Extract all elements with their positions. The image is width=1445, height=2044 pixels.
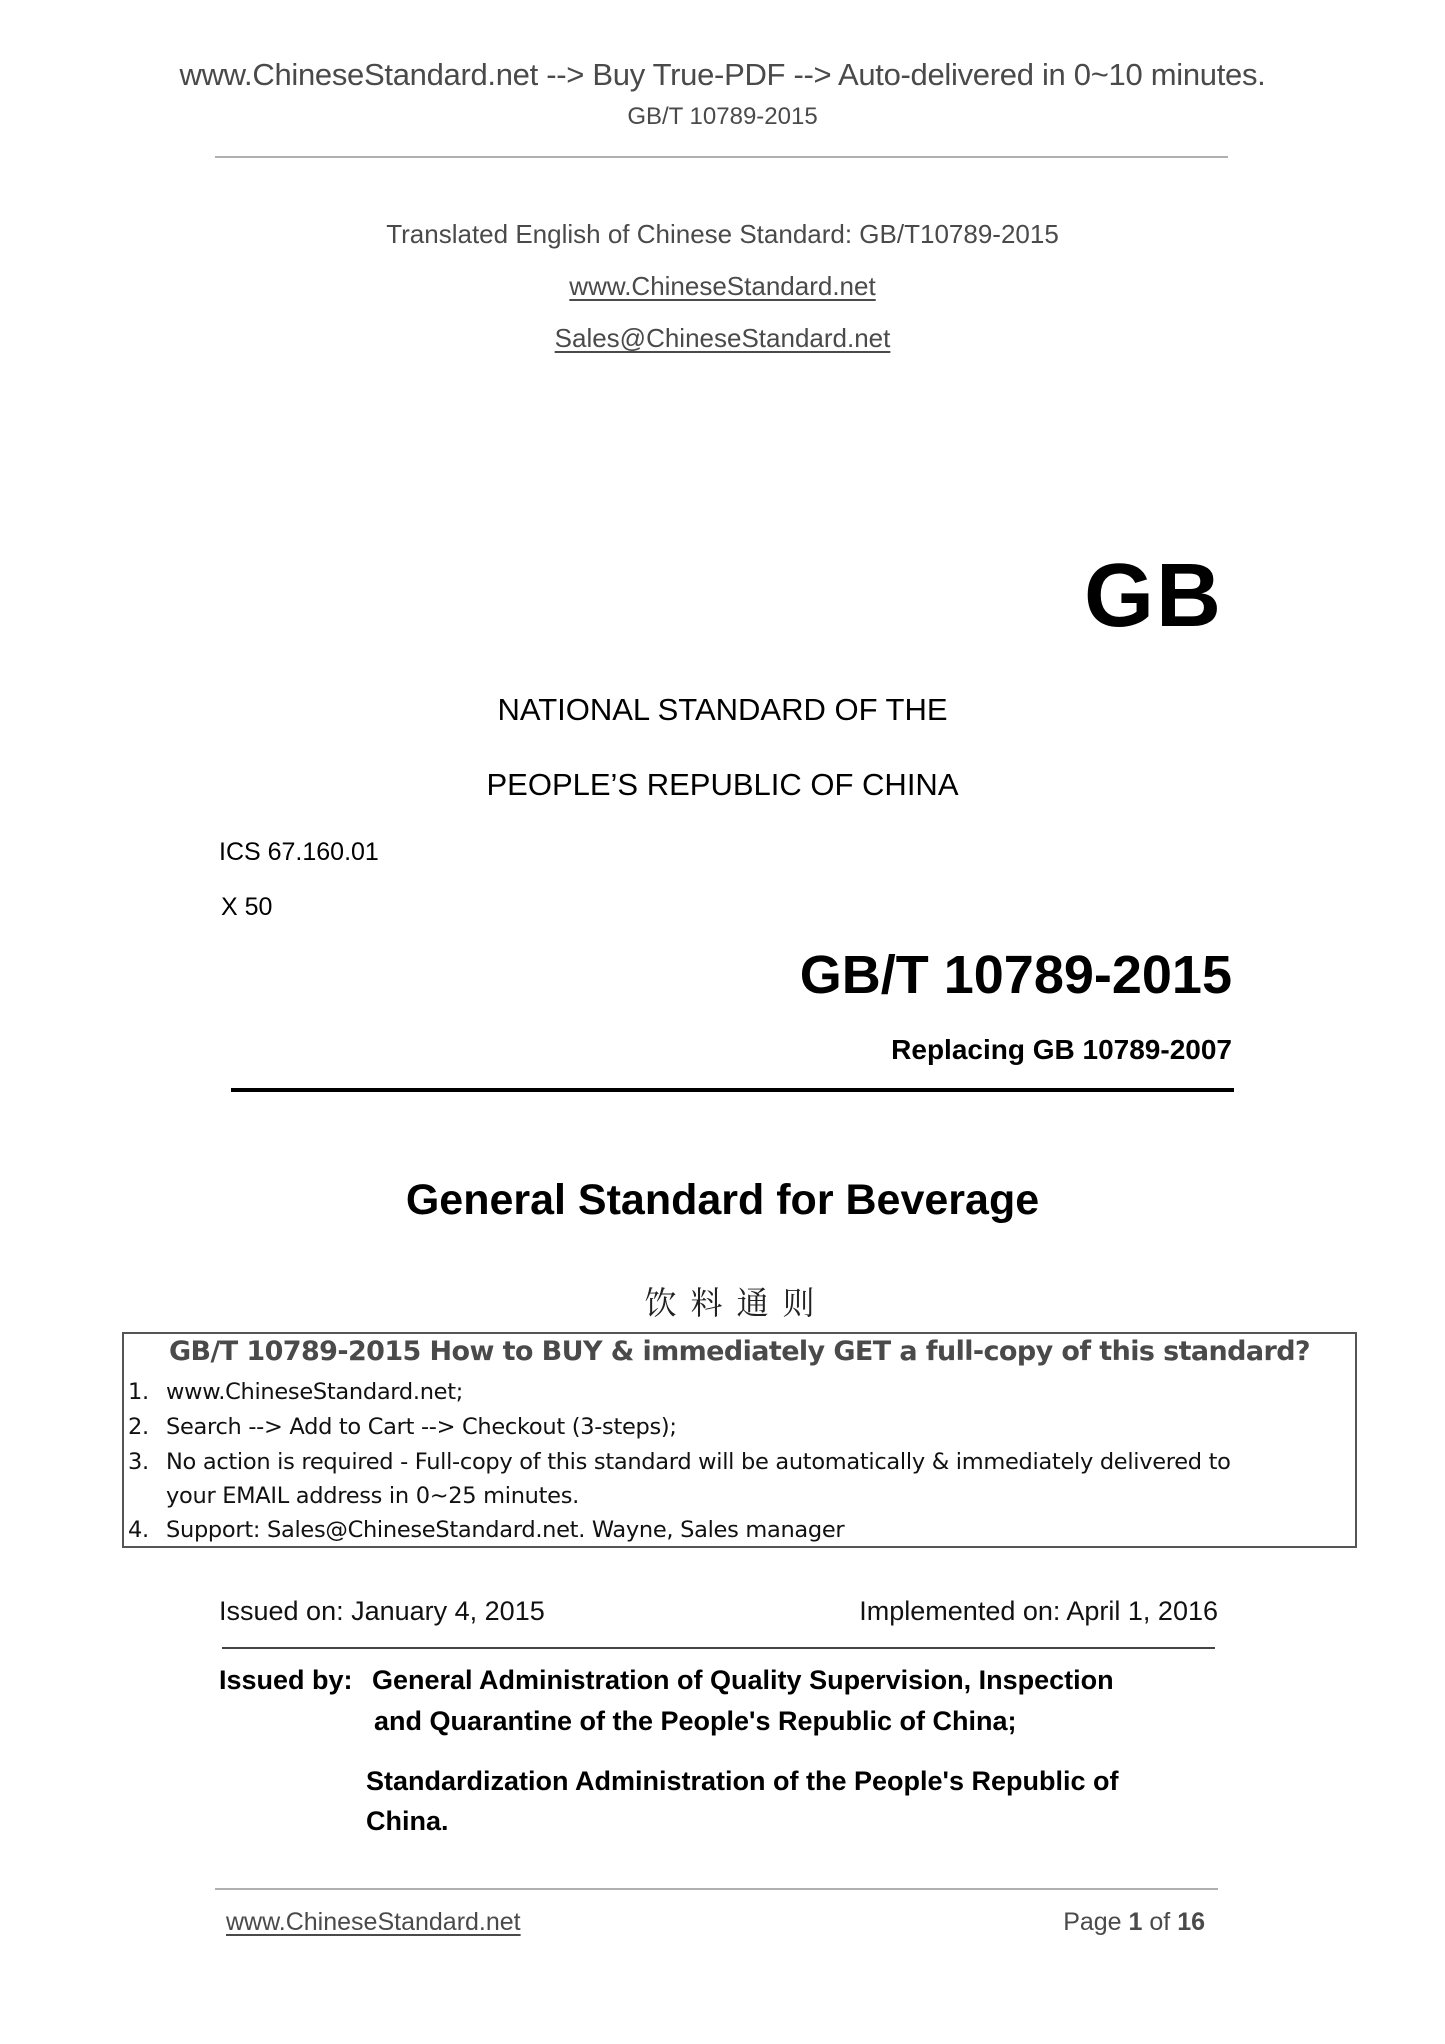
header-divider bbox=[215, 156, 1228, 158]
issuer-2-line-2: China. bbox=[366, 1806, 449, 1836]
step-text: Support: Sales@ChineseStandard.net. Wayne, Sales manager bbox=[166, 1517, 845, 1543]
replacing-note: Replacing GB 10789-2007 bbox=[891, 1034, 1232, 1065]
purchase-step-2 bbox=[128, 1414, 677, 1440]
translated-label: Translated English of Chinese Standard: GB/T10789-2015 bbox=[386, 219, 1059, 249]
page-current: 1 bbox=[1128, 1908, 1143, 1936]
step-number: 3. bbox=[128, 1449, 149, 1475]
purchase-info-box bbox=[122, 1332, 1357, 1548]
purchase-step-4 bbox=[128, 1517, 844, 1543]
issued-on-date: Issued on: January 4, 2015 bbox=[219, 1596, 545, 1626]
step-text: No action is required - Full-copy of this standard will be automatically & immediately delivered to bbox=[166, 1449, 1231, 1475]
header-banner: www.ChineseStandard.net --> Buy True-PDF --> Auto-delivered in 0~10 minutes. bbox=[179, 57, 1266, 92]
issuer-1-line-1: General Administration of Quality Supervision, Inspection bbox=[372, 1665, 1114, 1695]
step-text: www.ChineseStandard.net; bbox=[166, 1379, 464, 1405]
website-link[interactable]: www.ChineseStandard.net bbox=[569, 271, 876, 301]
page-indicator bbox=[1063, 1908, 1205, 1937]
dates-divider bbox=[222, 1647, 1215, 1649]
ics-code: ICS 67.160.01 bbox=[219, 838, 379, 866]
issuer-1-line-2: and Quarantine of the People's Republic of China; bbox=[374, 1706, 1017, 1736]
gb-mark: GB bbox=[1084, 546, 1223, 646]
cover-divider-thick bbox=[231, 1088, 1234, 1092]
title-english: General Standard for Beverage bbox=[405, 1176, 1040, 1224]
page-of: of bbox=[1142, 1908, 1178, 1936]
step-number: 4. bbox=[128, 1517, 149, 1543]
step-text: Search --> Add to Cart --> Checkout (3-steps); bbox=[166, 1414, 677, 1440]
national-standard-line2: PEOPLE’S REPUBLIC OF CHINA bbox=[486, 767, 959, 802]
national-standard-line1: NATIONAL STANDARD OF THE bbox=[497, 692, 948, 727]
standard-number: GB/T 10789-2015 bbox=[799, 945, 1232, 1005]
purchase-step-3 bbox=[128, 1449, 1231, 1475]
header-doc-code: GB/T 10789-2015 bbox=[627, 103, 818, 130]
email-link[interactable]: Sales@ChineseStandard.net bbox=[554, 323, 891, 353]
title-chinese: 饮料通则 bbox=[644, 1284, 829, 1322]
footer-link-wrap bbox=[226, 1908, 521, 1937]
issued-by-label: Issued by: bbox=[219, 1665, 353, 1695]
purchase-step-3-continuation: your EMAIL address in 0~25 minutes. bbox=[166, 1483, 579, 1509]
purchase-box-title: GB/T 10789-2015 How to BUY & immediately GET a full-copy of this standard? bbox=[169, 1336, 1310, 1367]
issuer-2-line-1: Standardization Administration of the People's Republic of bbox=[366, 1766, 1119, 1796]
step-number: 1. bbox=[128, 1379, 149, 1405]
purchase-step-1 bbox=[128, 1379, 463, 1405]
website-link-row bbox=[0, 271, 1445, 302]
email-link-row bbox=[0, 323, 1445, 354]
page-prefix: Page bbox=[1063, 1908, 1129, 1936]
footer-website-link[interactable]: www.ChineseStandard.net bbox=[226, 1908, 521, 1936]
step-number: 2. bbox=[128, 1414, 149, 1440]
page-total: 16 bbox=[1177, 1908, 1205, 1936]
footer-divider bbox=[215, 1888, 1218, 1890]
implemented-on-date: Implemented on: April 1, 2016 bbox=[859, 1596, 1218, 1626]
ccs-code: X 50 bbox=[221, 893, 273, 921]
